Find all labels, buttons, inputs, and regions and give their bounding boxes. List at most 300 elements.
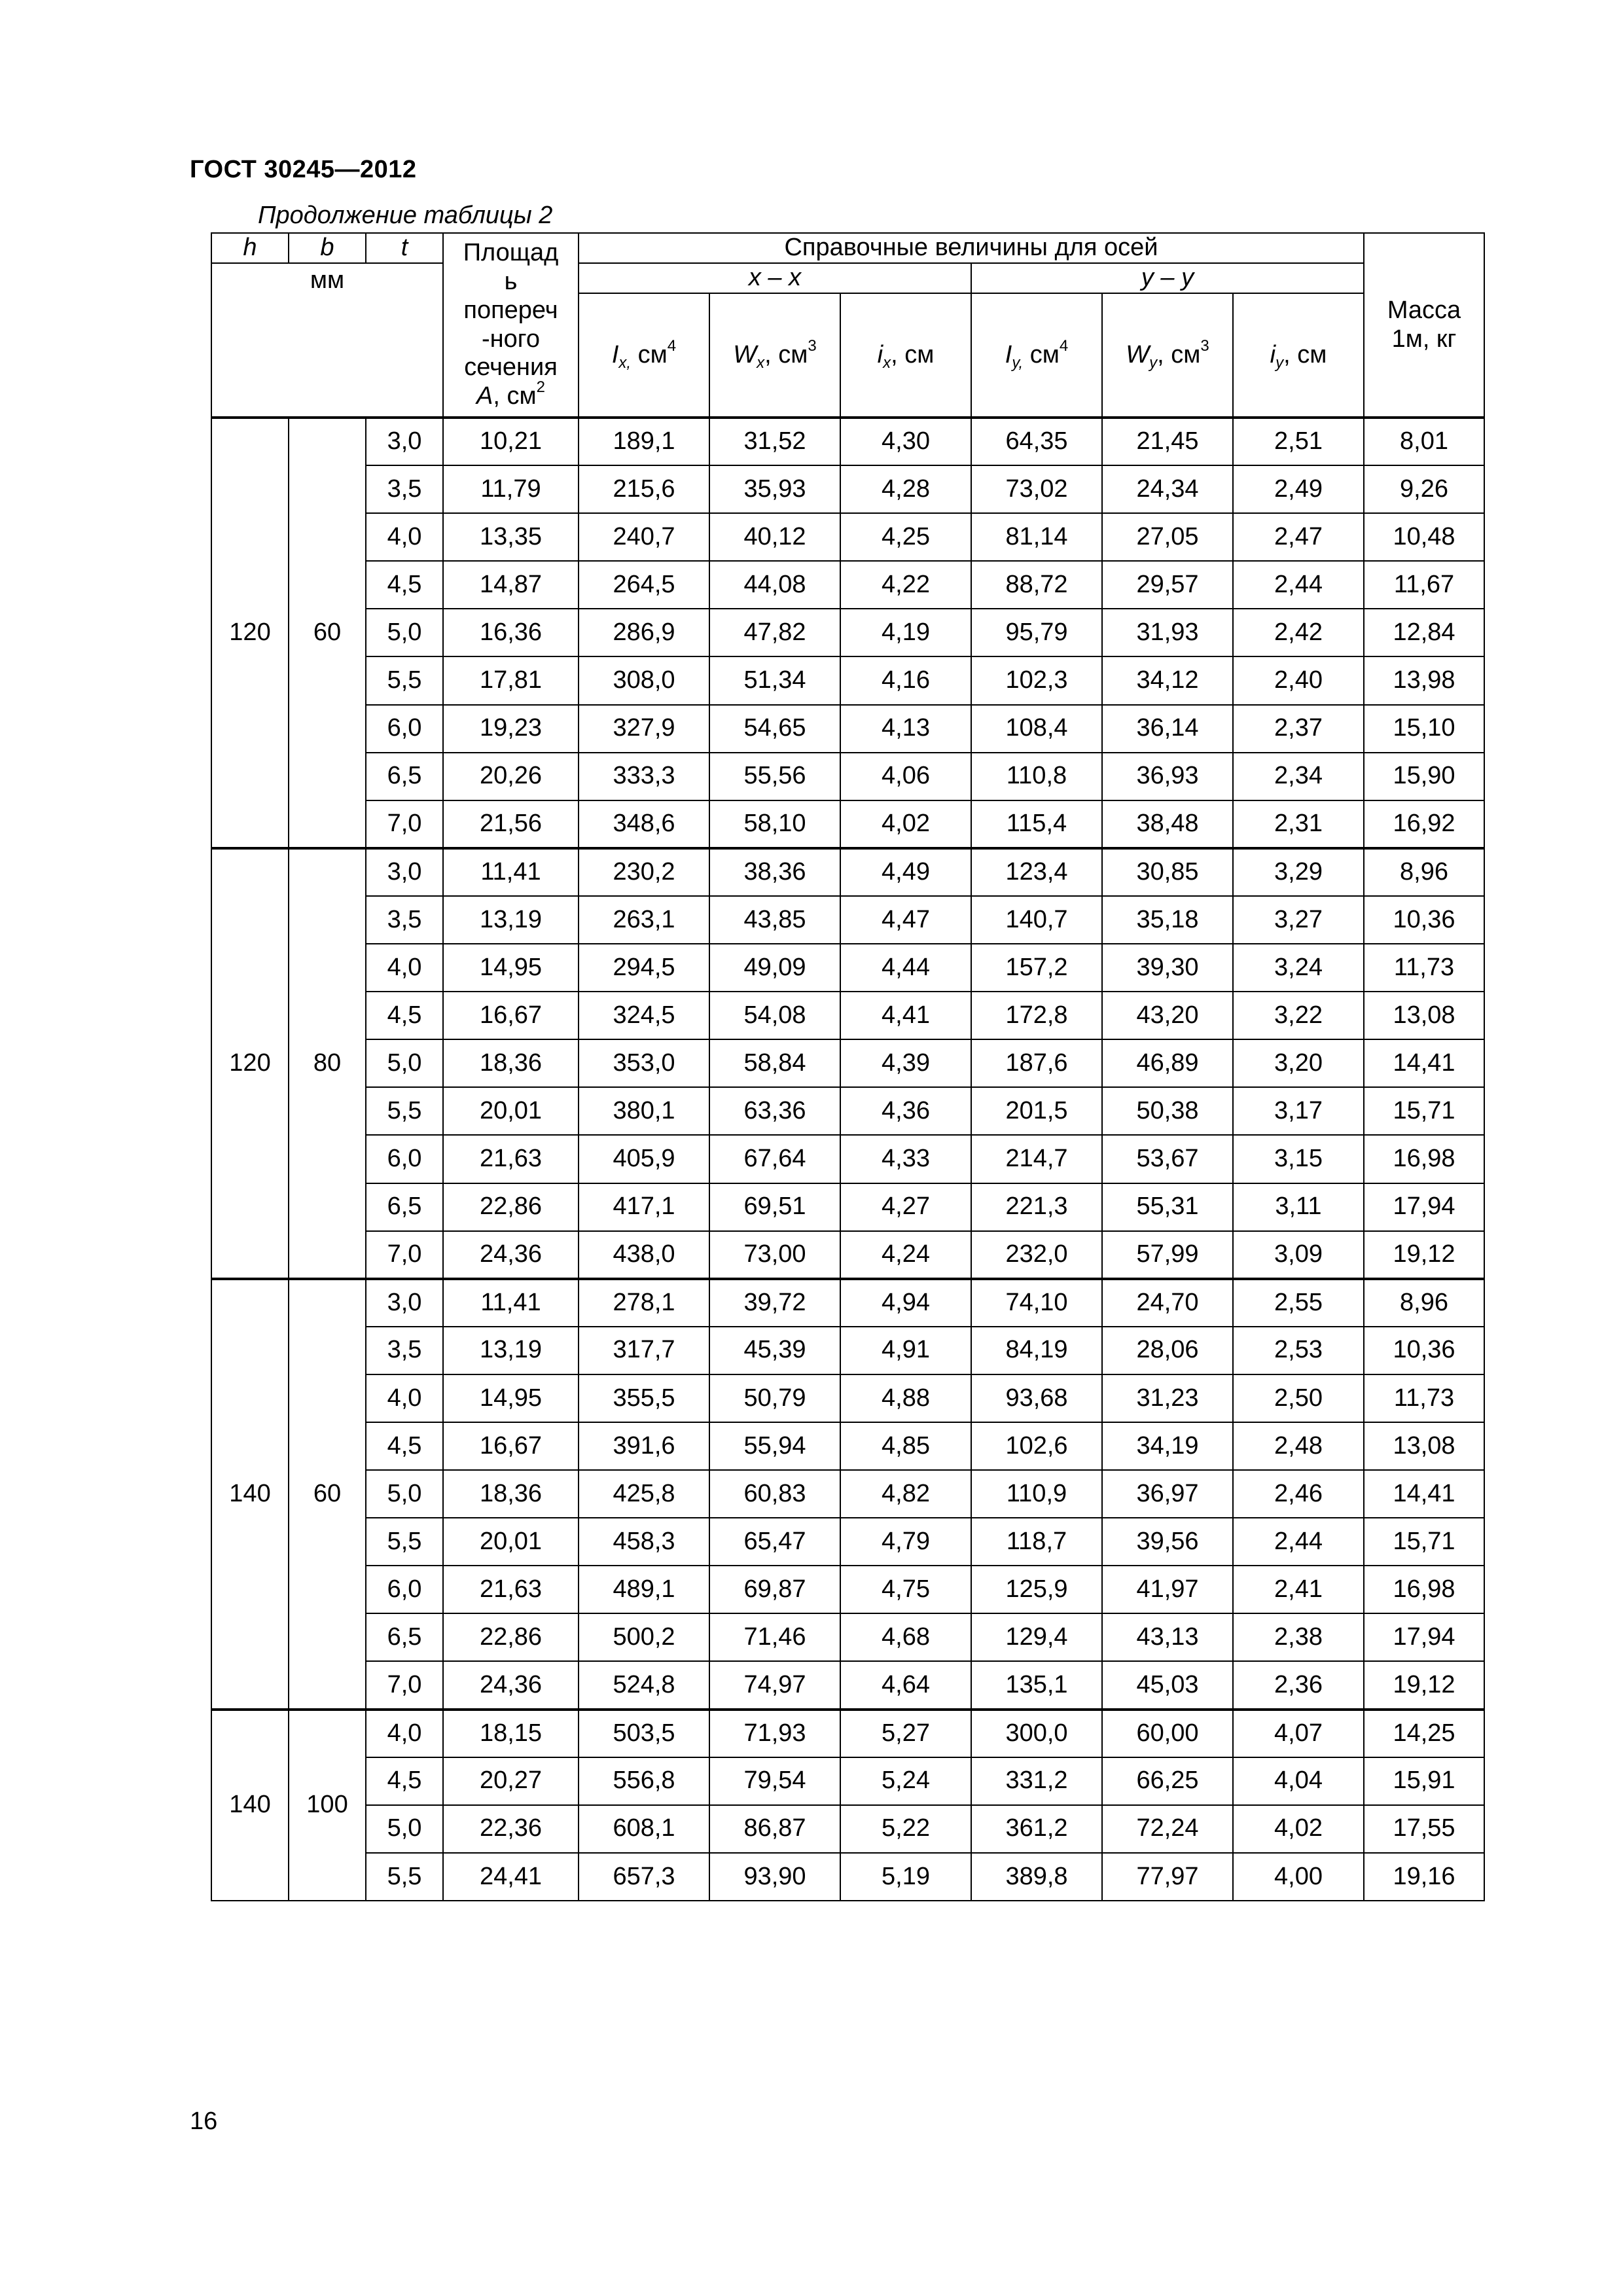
cell-Ix: 264,5 [579, 561, 709, 609]
cell-Wy: 39,30 [1102, 944, 1233, 992]
cell-Iy: 110,8 [971, 753, 1102, 800]
cell-iy: 2,41 [1233, 1566, 1364, 1613]
table-row [211, 896, 1484, 944]
cell-area: 18,36 [443, 1470, 579, 1518]
cell-area: 13,19 [443, 1327, 579, 1374]
cell-Iy: 74,10 [971, 1279, 1102, 1327]
page-number: 16 [190, 2108, 218, 2135]
cell-mass: 19,12 [1364, 1661, 1484, 1709]
cell-Iy: 135,1 [971, 1661, 1102, 1709]
cell-iy: 2,42 [1233, 609, 1364, 656]
table-row [211, 1566, 1484, 1613]
cell-Wx: 58,84 [709, 1039, 840, 1087]
cell-area: 19,23 [443, 705, 579, 753]
cell-iy: 3,20 [1233, 1039, 1364, 1087]
table-row [211, 1279, 1484, 1327]
header-units-mm: мм [211, 263, 443, 418]
cell-Wx: 31,52 [709, 418, 840, 465]
cell-iy: 3,11 [1233, 1183, 1364, 1231]
cell-area: 14,95 [443, 944, 579, 992]
cell-mass: 16,98 [1364, 1135, 1484, 1183]
cell-Ix: 294,5 [579, 944, 709, 992]
cell-area: 21,63 [443, 1566, 579, 1613]
header-ix: $i_x$, см [840, 293, 971, 418]
cell-mass: 8,96 [1364, 848, 1484, 896]
cell-mass: 13,08 [1364, 992, 1484, 1039]
cell-Iy: 361,2 [971, 1805, 1102, 1853]
cell-t: 5,5 [366, 1087, 443, 1135]
cell-t: 4,5 [366, 561, 443, 609]
cell-Iy: 115,4 [971, 800, 1102, 848]
table-row [211, 1374, 1484, 1422]
cell-Wy: 72,24 [1102, 1805, 1233, 1853]
cell-Wy: 28,06 [1102, 1327, 1233, 1374]
table-row [211, 1470, 1484, 1518]
cell-Iy: 118,7 [971, 1518, 1102, 1566]
header-area-line: сечения [464, 353, 558, 382]
cell-ix: 4,41 [840, 992, 971, 1039]
cell-t: 3,5 [366, 1327, 443, 1374]
table-row [211, 1087, 1484, 1135]
cell-t: 4,0 [366, 1374, 443, 1422]
cell-area: 20,01 [443, 1518, 579, 1566]
cell-Ix: 405,9 [579, 1135, 709, 1183]
cell-Wx: 86,87 [709, 1805, 840, 1853]
cell-Ix: 503,5 [579, 1710, 709, 1757]
cell-Ix: 556,8 [579, 1757, 709, 1805]
cell-Iy: 73,02 [971, 465, 1102, 513]
cell-h: 120 [211, 848, 289, 1279]
cell-area: 11,41 [443, 1279, 579, 1327]
cell-ix: 5,27 [840, 1710, 971, 1757]
cell-Iy: 125,9 [971, 1566, 1102, 1613]
cell-mass: 10,48 [1364, 513, 1484, 561]
cell-mass: 15,71 [1364, 1518, 1484, 1566]
cell-t: 5,5 [366, 656, 443, 704]
cell-Iy: 95,79 [971, 609, 1102, 656]
cell-ix: 5,19 [840, 1853, 971, 1901]
cell-t: 7,0 [366, 1661, 443, 1709]
cell-iy: 2,49 [1233, 465, 1364, 513]
cell-Wy: 30,85 [1102, 848, 1233, 896]
header-reference-values: Справочные величины для осей [579, 233, 1364, 263]
cell-Ix: 230,2 [579, 848, 709, 896]
cell-b: 60 [289, 418, 366, 848]
cell-Iy: 84,19 [971, 1327, 1102, 1374]
cell-t: 3,5 [366, 896, 443, 944]
table-caption: Продолжение таблицы 2 [258, 202, 553, 229]
cell-ix: 4,13 [840, 705, 971, 753]
cell-ix: 4,44 [840, 944, 971, 992]
cell-mass: 9,26 [1364, 465, 1484, 513]
cell-iy: 4,00 [1233, 1853, 1364, 1901]
cell-Ix: 278,1 [579, 1279, 709, 1327]
cell-Wx: 93,90 [709, 1853, 840, 1901]
table-row [211, 1518, 1484, 1566]
cell-mass: 10,36 [1364, 1327, 1484, 1374]
cell-t: 6,0 [366, 1566, 443, 1613]
cell-ix: 4,25 [840, 513, 971, 561]
header-area-unit: , см [493, 382, 537, 410]
cell-Ix: 240,7 [579, 513, 709, 561]
cell-area: 10,21 [443, 418, 579, 465]
table-row [211, 465, 1484, 513]
cell-Wy: 66,25 [1102, 1757, 1233, 1805]
cell-Wx: 55,94 [709, 1422, 840, 1470]
cell-Wy: 50,38 [1102, 1087, 1233, 1135]
header-area-symbol: A [476, 382, 493, 410]
cell-Iy: 214,7 [971, 1135, 1102, 1183]
cell-ix: 5,22 [840, 1805, 971, 1853]
cell-mass: 14,41 [1364, 1470, 1484, 1518]
cell-t: 3,0 [366, 1279, 443, 1327]
cell-area: 20,26 [443, 753, 579, 800]
table-row [211, 609, 1484, 656]
cell-ix: 4,06 [840, 753, 971, 800]
cell-iy: 3,09 [1233, 1231, 1364, 1279]
cell-ix: 4,27 [840, 1183, 971, 1231]
header-Wy: $W_y$, $см^3$ [1102, 293, 1233, 418]
table-row [211, 561, 1484, 609]
cell-iy: 2,38 [1233, 1613, 1364, 1661]
cell-Wy: 46,89 [1102, 1039, 1233, 1087]
header-Wx: $W_x$, $см^3$ [709, 293, 840, 418]
cell-Wx: 50,79 [709, 1374, 840, 1422]
cell-t: 4,5 [366, 1422, 443, 1470]
cell-ix: 4,75 [840, 1566, 971, 1613]
cell-t: 6,5 [366, 753, 443, 800]
cell-h: 120 [211, 418, 289, 848]
cell-Iy: 88,72 [971, 561, 1102, 609]
cell-mass: 11,73 [1364, 1374, 1484, 1422]
table-row [211, 800, 1484, 848]
cell-mass: 15,71 [1364, 1087, 1484, 1135]
cell-t: 3,0 [366, 418, 443, 465]
cell-Wx: 67,64 [709, 1135, 840, 1183]
table-row [211, 1805, 1484, 1853]
cell-area: 18,36 [443, 1039, 579, 1087]
cell-iy: 2,36 [1233, 1661, 1364, 1709]
header-area-line: Площад [463, 239, 559, 267]
cell-ix: 4,36 [840, 1087, 971, 1135]
cell-iy: 4,02 [1233, 1805, 1364, 1853]
cell-Iy: 102,6 [971, 1422, 1102, 1470]
cell-iy: 2,50 [1233, 1374, 1364, 1422]
table-row [211, 418, 1484, 465]
cell-Wx: 69,87 [709, 1566, 840, 1613]
cell-Iy: 221,3 [971, 1183, 1102, 1231]
cell-Wy: 35,18 [1102, 896, 1233, 944]
cell-Wx: 38,36 [709, 848, 840, 896]
cell-area: 20,01 [443, 1087, 579, 1135]
cell-Wy: 60,00 [1102, 1710, 1233, 1757]
cell-area: 14,87 [443, 561, 579, 609]
cell-mass: 19,12 [1364, 1231, 1484, 1279]
cell-mass: 19,16 [1364, 1853, 1484, 1901]
cell-ix: 4,28 [840, 465, 971, 513]
table-row [211, 1661, 1484, 1709]
cell-Ix: 608,1 [579, 1805, 709, 1853]
cell-iy: 2,34 [1233, 753, 1364, 800]
table-row [211, 1422, 1484, 1470]
cell-area: 21,63 [443, 1135, 579, 1183]
cell-ix: 4,91 [840, 1327, 971, 1374]
cell-iy: 2,55 [1233, 1279, 1364, 1327]
cell-Wx: 58,10 [709, 800, 840, 848]
cell-t: 6,0 [366, 705, 443, 753]
cell-mass: 16,92 [1364, 800, 1484, 848]
header-mass-line: 1м, кг [1391, 325, 1457, 353]
cell-area: 14,95 [443, 1374, 579, 1422]
cell-Wx: 55,56 [709, 753, 840, 800]
cell-iy: 3,22 [1233, 992, 1364, 1039]
cell-iy: 4,04 [1233, 1757, 1364, 1805]
header-iy: $i_y$, см [1233, 293, 1364, 418]
cell-iy: 2,47 [1233, 513, 1364, 561]
table-row [211, 656, 1484, 704]
cell-area: 13,19 [443, 896, 579, 944]
header-area-line: -ного [482, 325, 540, 353]
cell-ix: 4,64 [840, 1661, 971, 1709]
cell-Wy: 39,56 [1102, 1518, 1233, 1566]
cell-mass: 14,41 [1364, 1039, 1484, 1087]
cell-Wy: 34,12 [1102, 656, 1233, 704]
cell-Wx: 51,34 [709, 656, 840, 704]
table-row [211, 1135, 1484, 1183]
cell-t: 5,0 [366, 1470, 443, 1518]
cell-t: 5,0 [366, 609, 443, 656]
header-Ix: $I_{x,}$ $см^4$ [579, 293, 709, 418]
cell-mass: 16,98 [1364, 1566, 1484, 1613]
properties-table [211, 232, 1485, 1901]
header-b: b [289, 233, 366, 263]
cell-Wy: 77,97 [1102, 1853, 1233, 1901]
cell-Wx: 71,46 [709, 1613, 840, 1661]
cell-Wx: 45,39 [709, 1327, 840, 1374]
cell-Ix: 286,9 [579, 609, 709, 656]
cell-Wx: 40,12 [709, 513, 840, 561]
cell-mass: 12,84 [1364, 609, 1484, 656]
cell-Wx: 65,47 [709, 1518, 840, 1566]
cell-t: 3,0 [366, 848, 443, 896]
table-row [211, 992, 1484, 1039]
cell-area: 13,35 [443, 513, 579, 561]
cell-Iy: 187,6 [971, 1039, 1102, 1087]
table-row [211, 1183, 1484, 1231]
cell-ix: 4,16 [840, 656, 971, 704]
table-row [211, 1853, 1484, 1901]
cell-area: 11,41 [443, 848, 579, 896]
cell-ix: 4,79 [840, 1518, 971, 1566]
cell-ix: 4,68 [840, 1613, 971, 1661]
cell-area: 16,67 [443, 992, 579, 1039]
cell-t: 4,0 [366, 513, 443, 561]
cell-Wx: 44,08 [709, 561, 840, 609]
header-Iy: $I_{y,}$ $см^4$ [971, 293, 1102, 418]
cell-mass: 15,90 [1364, 753, 1484, 800]
cell-mass: 14,25 [1364, 1710, 1484, 1757]
cell-Wy: 57,99 [1102, 1231, 1233, 1279]
cell-iy: 4,07 [1233, 1710, 1364, 1757]
cell-ix: 5,24 [840, 1757, 971, 1805]
cell-mass: 11,67 [1364, 561, 1484, 609]
table-row [211, 944, 1484, 992]
cell-iy: 2,51 [1233, 418, 1364, 465]
cell-area: 11,79 [443, 465, 579, 513]
cell-iy: 3,29 [1233, 848, 1364, 896]
cell-Wy: 45,03 [1102, 1661, 1233, 1709]
cell-Wy: 27,05 [1102, 513, 1233, 561]
cell-Wy: 36,97 [1102, 1470, 1233, 1518]
cell-Ix: 327,9 [579, 705, 709, 753]
cell-iy: 2,46 [1233, 1470, 1364, 1518]
cell-Wx: 39,72 [709, 1279, 840, 1327]
header-h: h [211, 233, 289, 263]
cell-mass: 13,98 [1364, 656, 1484, 704]
cell-area: 21,56 [443, 800, 579, 848]
cell-b: 100 [289, 1710, 366, 1901]
cell-Ix: 380,1 [579, 1087, 709, 1135]
cell-h: 140 [211, 1279, 289, 1710]
cell-Wx: 35,93 [709, 465, 840, 513]
cell-mass: 10,36 [1364, 896, 1484, 944]
cell-b: 80 [289, 848, 366, 1279]
cell-ix: 4,39 [840, 1039, 971, 1087]
cell-area: 24,41 [443, 1853, 579, 1901]
cell-Iy: 140,7 [971, 896, 1102, 944]
cell-Ix: 425,8 [579, 1470, 709, 1518]
header-area-exp: 2 [536, 378, 545, 396]
cell-Wy: 41,97 [1102, 1566, 1233, 1613]
cell-t: 6,0 [366, 1135, 443, 1183]
cell-ix: 4,88 [840, 1374, 971, 1422]
cell-Wy: 21,45 [1102, 418, 1233, 465]
cell-Ix: 333,3 [579, 753, 709, 800]
cell-t: 6,5 [366, 1613, 443, 1661]
cell-Wy: 55,31 [1102, 1183, 1233, 1231]
cell-Ix: 308,0 [579, 656, 709, 704]
cell-Ix: 353,0 [579, 1039, 709, 1087]
cell-ix: 4,49 [840, 848, 971, 896]
cell-t: 5,5 [366, 1518, 443, 1566]
table-row [211, 848, 1484, 896]
cell-Wx: 43,85 [709, 896, 840, 944]
cell-Ix: 500,2 [579, 1613, 709, 1661]
cell-Ix: 657,3 [579, 1853, 709, 1901]
cell-Wy: 43,13 [1102, 1613, 1233, 1661]
cell-Ix: 189,1 [579, 418, 709, 465]
cell-Wy: 36,14 [1102, 705, 1233, 753]
cell-mass: 13,08 [1364, 1422, 1484, 1470]
cell-Ix: 417,1 [579, 1183, 709, 1231]
cell-iy: 3,24 [1233, 944, 1364, 992]
table-row [211, 513, 1484, 561]
document-standard-title: ГОСТ 30245—2012 [190, 156, 417, 183]
cell-Wx: 79,54 [709, 1757, 840, 1805]
cell-ix: 4,33 [840, 1135, 971, 1183]
cell-area: 22,36 [443, 1805, 579, 1853]
cell-mass: 17,94 [1364, 1613, 1484, 1661]
cell-t: 4,0 [366, 944, 443, 992]
cell-mass: 17,94 [1364, 1183, 1484, 1231]
cell-t: 4,5 [366, 992, 443, 1039]
cell-iy: 2,40 [1233, 656, 1364, 704]
cell-ix: 4,47 [840, 896, 971, 944]
cell-Wy: 53,67 [1102, 1135, 1233, 1183]
cell-Wy: 29,57 [1102, 561, 1233, 609]
cell-Wx: 69,51 [709, 1183, 840, 1231]
cell-area: 24,36 [443, 1661, 579, 1709]
table-row [211, 1327, 1484, 1374]
cell-Ix: 524,8 [579, 1661, 709, 1709]
cell-Ix: 324,5 [579, 992, 709, 1039]
cell-area: 22,86 [443, 1613, 579, 1661]
cell-t: 7,0 [366, 800, 443, 848]
cell-iy: 3,15 [1233, 1135, 1364, 1183]
cell-Wx: 63,36 [709, 1087, 840, 1135]
cell-t: 5,0 [366, 1805, 443, 1853]
cell-mass: 15,91 [1364, 1757, 1484, 1805]
cell-ix: 4,02 [840, 800, 971, 848]
cell-area: 24,36 [443, 1231, 579, 1279]
cell-Wy: 31,93 [1102, 609, 1233, 656]
cell-Iy: 300,0 [971, 1710, 1102, 1757]
table-row [211, 1613, 1484, 1661]
cell-Iy: 172,8 [971, 992, 1102, 1039]
cell-Iy: 232,0 [971, 1231, 1102, 1279]
cell-Wx: 49,09 [709, 944, 840, 992]
table-row [211, 705, 1484, 753]
cell-iy: 2,31 [1233, 800, 1364, 848]
cell-ix: 4,19 [840, 609, 971, 656]
header-axis-x: x – x [579, 263, 971, 293]
cell-Wy: 31,23 [1102, 1374, 1233, 1422]
cell-Iy: 389,8 [971, 1853, 1102, 1901]
cell-area: 22,86 [443, 1183, 579, 1231]
cell-area: 20,27 [443, 1757, 579, 1805]
cell-Wx: 73,00 [709, 1231, 840, 1279]
cell-t: 5,5 [366, 1853, 443, 1901]
cell-Iy: 331,2 [971, 1757, 1102, 1805]
table-row [211, 1231, 1484, 1279]
table-row [211, 1039, 1484, 1087]
cell-Iy: 108,4 [971, 705, 1102, 753]
cell-iy: 2,44 [1233, 561, 1364, 609]
cell-Wx: 54,65 [709, 705, 840, 753]
cell-iy: 3,17 [1233, 1087, 1364, 1135]
cell-Iy: 93,68 [971, 1374, 1102, 1422]
cell-t: 5,0 [366, 1039, 443, 1087]
cell-ix: 4,85 [840, 1422, 971, 1470]
cell-Wx: 60,83 [709, 1470, 840, 1518]
cell-mass: 17,55 [1364, 1805, 1484, 1853]
cell-Ix: 391,6 [579, 1422, 709, 1470]
cell-Wx: 54,08 [709, 992, 840, 1039]
cell-b: 60 [289, 1279, 366, 1710]
cell-t: 3,5 [366, 465, 443, 513]
table-body [211, 418, 1484, 1901]
cell-Iy: 157,2 [971, 944, 1102, 992]
header-mass-line: Масса [1387, 296, 1461, 324]
cell-area: 16,67 [443, 1422, 579, 1470]
header-axis-y: y – y [971, 263, 1364, 293]
cell-area: 17,81 [443, 656, 579, 704]
cell-ix: 4,82 [840, 1470, 971, 1518]
cell-Ix: 438,0 [579, 1231, 709, 1279]
cell-Wy: 36,93 [1102, 753, 1233, 800]
cell-Ix: 317,7 [579, 1327, 709, 1374]
cell-ix: 4,30 [840, 418, 971, 465]
